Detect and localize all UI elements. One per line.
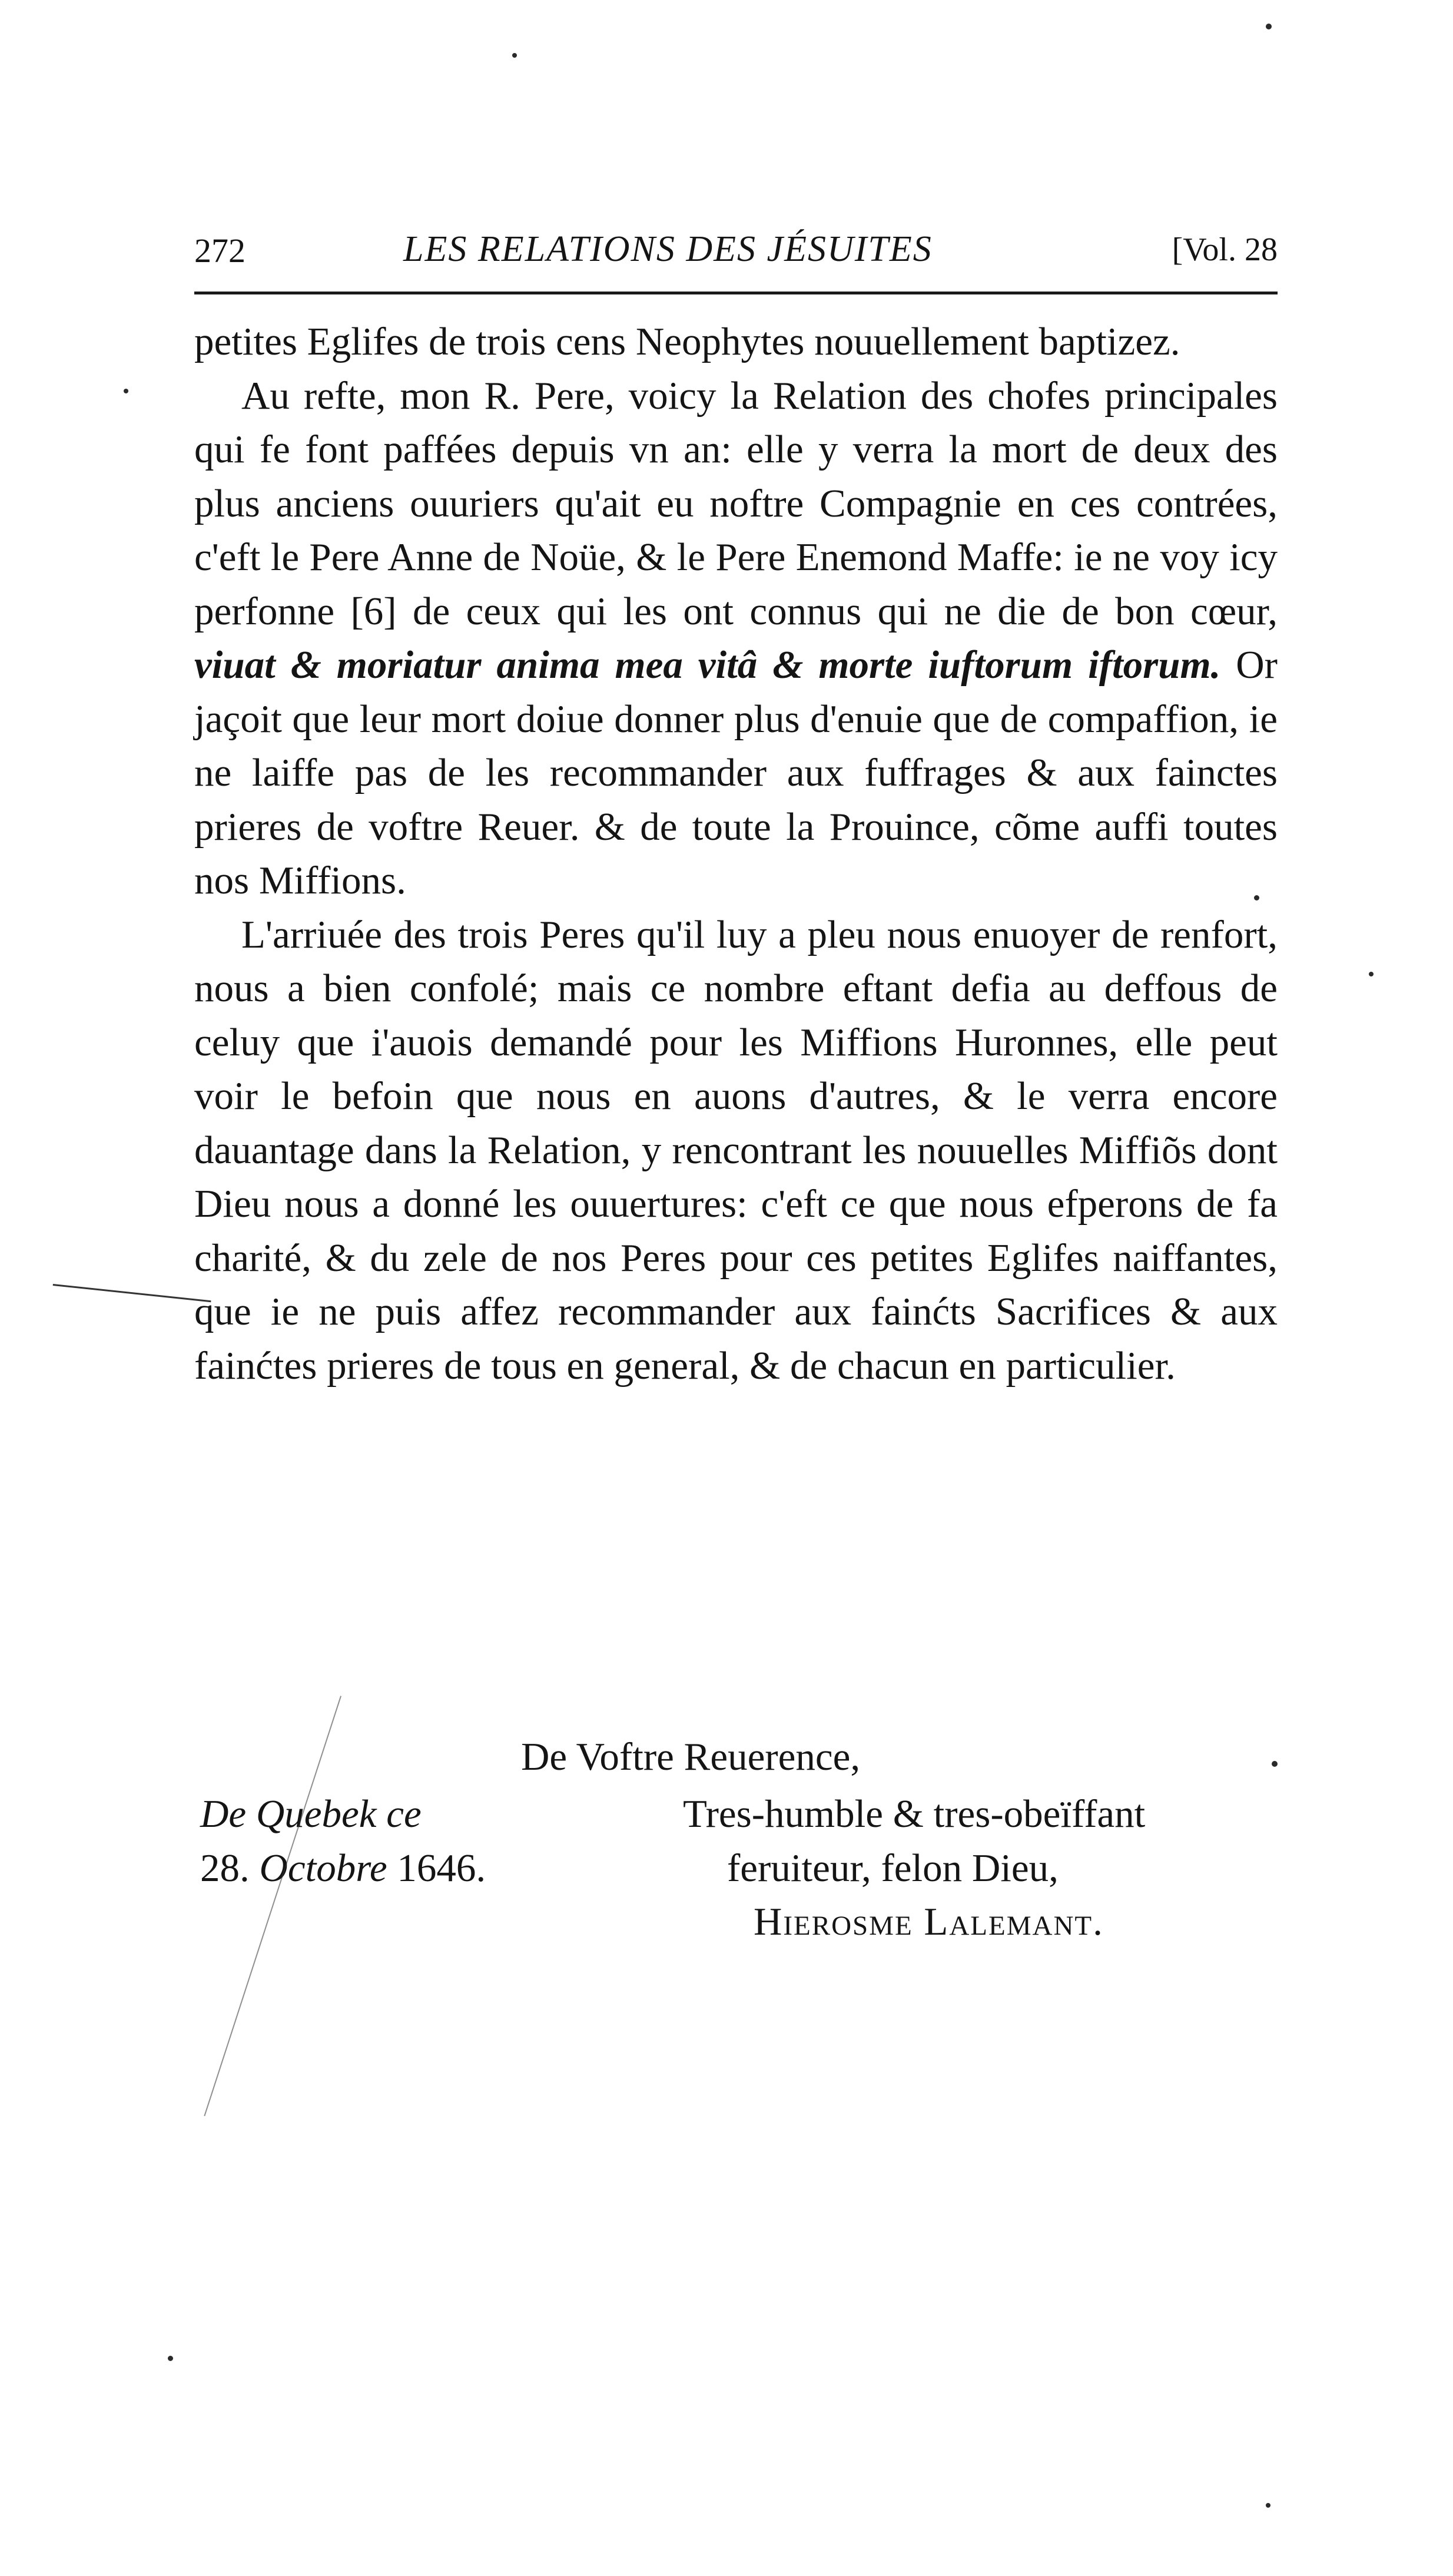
scan-speck bbox=[1272, 1761, 1278, 1767]
signature-line-1: Tres-humble & tres-obeïffant bbox=[683, 1792, 1146, 1836]
paragraph-2 bbox=[194, 369, 1278, 908]
closing-salutation: De Voftre Reuerence, bbox=[521, 1735, 861, 1779]
page-number: 272 bbox=[194, 231, 246, 270]
paragraph-3 bbox=[194, 908, 1278, 1393]
header-rule bbox=[194, 292, 1278, 294]
date-day: 28. bbox=[200, 1846, 250, 1890]
signature-name: Hierosme Lalemant. bbox=[754, 1900, 1104, 1943]
scan-speck bbox=[124, 389, 128, 393]
scan-speck bbox=[512, 53, 517, 58]
diagonal-scan-stroke bbox=[204, 1696, 341, 2116]
margin-pen-stroke bbox=[53, 1284, 211, 1302]
signature-line-2: feruiteur, felon Dieu, bbox=[727, 1846, 1059, 1890]
scan-speck bbox=[1254, 895, 1259, 900]
paragraph-2-text-b: Or jaçoit que leur mort doiue donner plus d'enuie que de compaffion, ie ne laiffe pas de les recommander aux fuffrages & aux fainctes prieres de voftre Reuer. & de toute la Prouince, cõme auffi toutes nos Miffions. bbox=[194, 643, 1278, 902]
place-date-block bbox=[200, 1787, 486, 1895]
date-line bbox=[200, 1842, 486, 1896]
scan-speck bbox=[168, 2356, 173, 2361]
paragraph-3-text: L'arriuée des trois Peres qu'il luy a pleu nous enuoyer de renfort, nous a bien confolé; mais ce nombre eftant defia au deffous de celuy que i'auois demandé pour les Miffions Huronnes, elle peut voir le befoin que nous en auons d'autres, & le verra encore dauantage dans la Relation, y rencontrant les nouuelles Miffiõs dont Dieu nous a donné les ouuertures: c'eft ce que nous efperons de fa charité, & du zele de nos Peres pour ces petites Eglifes naiffantes, que ie ne puis affez recommander aux fainćts Sacrifices & aux fainćtes prieres de tous en general, & de chacun en particulier. bbox=[194, 912, 1278, 1388]
volume-label: [Vol. 28 bbox=[1172, 231, 1278, 268]
paragraph-1-text: petites Eglifes de trois cens Neophytes nouuellement baptizez. bbox=[194, 320, 1180, 363]
page-header bbox=[194, 224, 1278, 283]
date-month: Octobre bbox=[259, 1846, 387, 1890]
scan-speck bbox=[1369, 972, 1374, 976]
paragraph-2-text-a: Au refte, mon R. Pere, voicy la Relation des chofes principales qui fe font paffées depuis vn an: elle y verra la mort de deux des plus anciens ouuriers qu'ait eu noftre Compagnie en ces contrées, c'eft le Pere Anne de Noüe, & le Pere Enemond Maffe: ie ne voy icy perfonne [6] de ceux qui les ont connus qui ne die de bon cœur, bbox=[194, 373, 1278, 633]
scan-speck bbox=[1266, 2503, 1270, 2508]
body-text bbox=[194, 315, 1278, 1393]
scan-speck bbox=[1266, 24, 1272, 29]
place-line: De Quebek ce bbox=[200, 1792, 422, 1836]
signature-block bbox=[683, 1787, 1145, 1949]
date-year: 1646. bbox=[397, 1846, 486, 1890]
running-title: LES RELATIONS DES JÉSUITES bbox=[403, 229, 933, 269]
latin-quotation: viuat & moriatur anima mea vitâ & morte iuftorum iftorum. bbox=[194, 643, 1221, 687]
paragraph-1 bbox=[194, 315, 1278, 369]
